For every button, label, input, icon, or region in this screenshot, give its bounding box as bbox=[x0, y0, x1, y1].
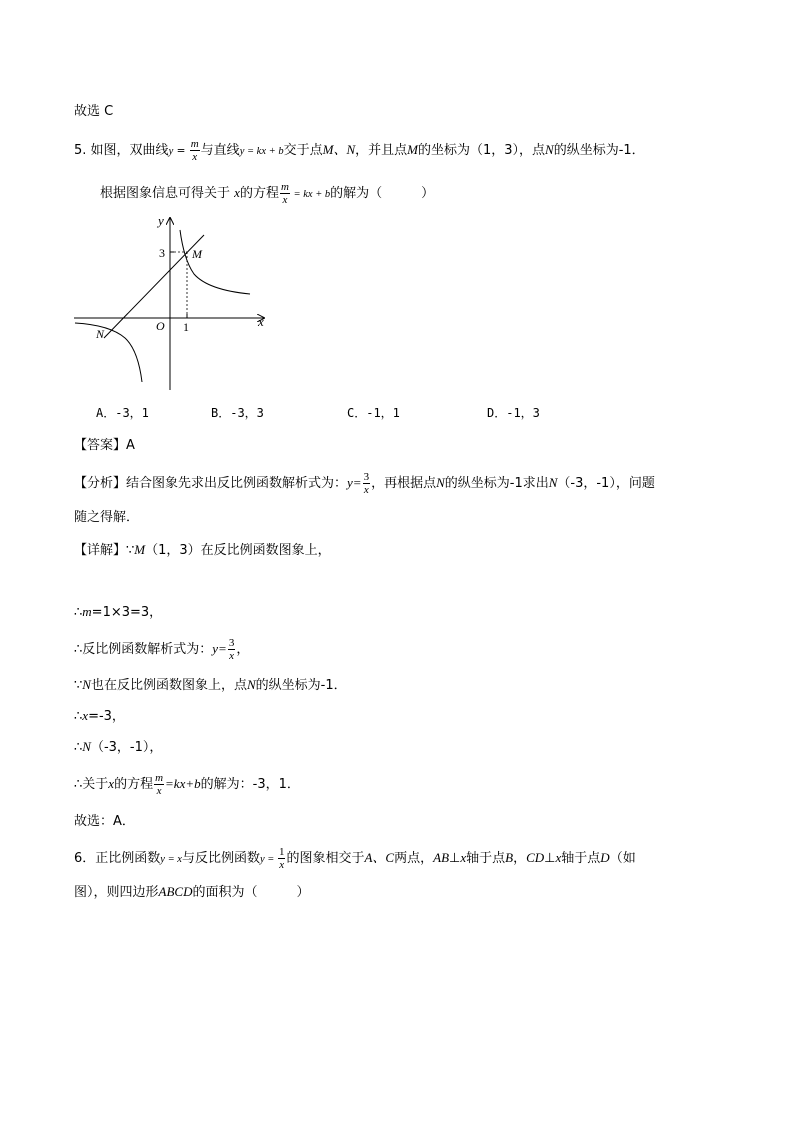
point-label: D bbox=[600, 850, 610, 865]
question-number: 6． bbox=[74, 851, 96, 866]
point-label: B bbox=[505, 850, 514, 865]
detail-text: =1×3=3， bbox=[91, 605, 163, 620]
segment-label: CD bbox=[526, 850, 545, 865]
detail-text: =-3， bbox=[88, 709, 125, 724]
variable-x: x bbox=[460, 850, 467, 865]
quadrilateral-label: ABCD bbox=[158, 884, 193, 899]
line-equation: y = kx + b bbox=[239, 146, 284, 157]
fraction-m-over-x bbox=[280, 181, 290, 206]
analysis-label: 【分析】 bbox=[74, 476, 127, 491]
answer-value: A bbox=[126, 438, 135, 453]
variable-m: m bbox=[82, 604, 92, 619]
detail-text: ∴反比例函数解析式为： bbox=[74, 642, 213, 657]
fraction-m-over-x bbox=[190, 138, 200, 163]
equation-rhs: = kx + b bbox=[290, 189, 331, 200]
because-symbol: ∵ bbox=[74, 678, 83, 693]
detail-text: （-3，-1）， bbox=[90, 740, 163, 755]
analysis-text: （-3，-1），问题 bbox=[557, 476, 655, 491]
analysis-text: 随之得解． bbox=[74, 510, 140, 525]
q5-text: 交于点 bbox=[283, 143, 323, 158]
detail-line-1 bbox=[74, 540, 331, 561]
analysis-text: ，再根据点 bbox=[371, 476, 437, 491]
point-label: M bbox=[407, 142, 418, 157]
q6-text: 图），则四边形 bbox=[74, 885, 159, 900]
q6-text: 的面积为（ ） bbox=[192, 885, 310, 900]
q6-text: ， bbox=[513, 851, 527, 866]
point-label: N bbox=[545, 142, 554, 157]
variable-x: x bbox=[234, 185, 240, 200]
points-label: A、C bbox=[364, 850, 395, 865]
detail-line-3 bbox=[74, 637, 249, 662]
fraction-denominator: x bbox=[282, 194, 288, 206]
answer-label: 【答案】 bbox=[74, 438, 127, 453]
fraction-numerator: m bbox=[280, 181, 289, 193]
option-b: B．-3，3 bbox=[211, 406, 264, 420]
fraction-m-over-x bbox=[154, 772, 164, 797]
origin-label: O bbox=[156, 319, 165, 333]
perpendicular-symbol: ⊥ bbox=[449, 851, 461, 866]
point-label-M: M bbox=[192, 247, 202, 261]
q6-text: 与反比例函数 bbox=[181, 851, 260, 866]
q5-text: 的坐标为（1，3），点 bbox=[417, 143, 546, 158]
fraction-denominator: x bbox=[279, 859, 285, 871]
variable-x: x bbox=[555, 850, 562, 865]
equation: y = x bbox=[160, 854, 182, 865]
q6-text: 两点， bbox=[394, 851, 434, 866]
point-label: N bbox=[82, 677, 91, 692]
fraction-numerator: m bbox=[190, 138, 199, 150]
axis-label-y: y bbox=[158, 213, 164, 228]
equation: y = bbox=[259, 854, 277, 865]
detail-line-6 bbox=[74, 737, 162, 758]
detail-text: ， bbox=[236, 642, 250, 657]
detail-text: 的解为：-3，1． bbox=[200, 777, 300, 792]
fraction-numerator: 3 bbox=[228, 637, 235, 649]
eq-sign: = bbox=[173, 145, 189, 157]
detail-text: （1，3）在反比例函数图象上， bbox=[145, 543, 331, 558]
eq-var-y: y bbox=[168, 146, 174, 157]
q5-text: ，并且点 bbox=[355, 143, 408, 158]
question-5-line-2 bbox=[100, 181, 434, 206]
q5-text: 的方程 bbox=[239, 186, 279, 201]
q6-text: 轴于点 bbox=[466, 851, 506, 866]
point-label: N bbox=[436, 475, 445, 490]
fraction-numerator: 3 bbox=[363, 471, 370, 483]
question-number: 5. bbox=[74, 143, 87, 158]
fraction-denominator: x bbox=[229, 650, 235, 662]
previous-answer-line bbox=[74, 102, 113, 122]
point-label: N bbox=[548, 475, 558, 490]
option-d: D．-1，3 bbox=[487, 406, 540, 420]
detail-line-2 bbox=[74, 602, 162, 623]
q6-text: 正比例函数 bbox=[95, 851, 161, 866]
detail-line-5 bbox=[74, 706, 125, 727]
fraction-1-over-x bbox=[278, 846, 286, 871]
question-6-line-2 bbox=[74, 882, 309, 903]
q6-text: 的图象相交于 bbox=[286, 851, 365, 866]
perpendicular-symbol: ⊥ bbox=[544, 851, 556, 866]
point-label: M bbox=[134, 542, 146, 557]
point-label: N bbox=[82, 739, 91, 754]
analysis-line-2 bbox=[74, 508, 139, 528]
detail-text: 的纵坐标为-1． bbox=[255, 678, 347, 693]
detail-line-7 bbox=[74, 772, 300, 797]
question-5-line-1 bbox=[74, 138, 645, 163]
fraction-denominator: x bbox=[192, 151, 198, 163]
hyperbola-branch-lower bbox=[75, 323, 142, 382]
variable-x: x bbox=[82, 708, 89, 723]
q5-text: 的解为（ ） bbox=[330, 186, 435, 201]
question-6-line-1 bbox=[74, 846, 636, 871]
previous-answer-text: 故选 C bbox=[74, 104, 114, 119]
detail-text: 也在反比例函数图象上，点 bbox=[90, 678, 247, 693]
q5-text: 的纵坐标为-1． bbox=[553, 143, 645, 158]
fraction-3-over-x bbox=[363, 471, 371, 496]
hyperbola-branch-upper bbox=[180, 230, 250, 294]
q5-text: 如图，双曲线 bbox=[90, 143, 169, 158]
detail-text: 的方程 bbox=[114, 777, 154, 792]
detail-text: 故选：A． bbox=[74, 814, 135, 829]
detail-line-8 bbox=[74, 812, 135, 832]
analysis-text: 结合图象先求出反比例函数解析式为： bbox=[126, 476, 348, 491]
therefore-symbol: ∴ bbox=[74, 709, 83, 724]
therefore-symbol: ∴ bbox=[74, 605, 83, 620]
option-a: A．-3，1 bbox=[96, 406, 149, 420]
tick-label-1: 1 bbox=[183, 320, 189, 334]
equation: =kx+b bbox=[165, 776, 201, 791]
analysis-line-1 bbox=[74, 471, 655, 496]
fraction-numerator: m bbox=[155, 772, 164, 784]
answer-line bbox=[74, 436, 135, 456]
q6-text: 轴于点 bbox=[561, 851, 601, 866]
equation: y= bbox=[347, 475, 362, 490]
q6-text: （如 bbox=[609, 851, 636, 866]
analysis-text: 的纵坐标为-1求出 bbox=[444, 476, 549, 491]
fraction-3-over-x bbox=[228, 637, 236, 662]
tick-label-3: 3 bbox=[159, 246, 165, 260]
points-label: M、N bbox=[322, 142, 356, 157]
option-c: C．-1，1 bbox=[347, 406, 400, 420]
q5-text: 根据图象信息可得关于 bbox=[100, 186, 231, 201]
point-label: N bbox=[246, 677, 256, 692]
detail-label: 【详解】 bbox=[74, 543, 127, 558]
point-label-N: N bbox=[96, 327, 105, 341]
segment-label: AB bbox=[433, 850, 450, 865]
fraction-denominator: x bbox=[363, 484, 369, 496]
fraction-denominator: x bbox=[156, 785, 162, 797]
straight-line bbox=[104, 235, 204, 338]
therefore-symbol: ∴ bbox=[74, 740, 83, 755]
axis-label-x: x bbox=[258, 314, 264, 329]
equation: y= bbox=[212, 641, 227, 656]
q5-text: 与直线 bbox=[200, 143, 240, 158]
detail-text: ∴关于 bbox=[74, 777, 109, 792]
function-graph bbox=[70, 210, 270, 395]
because-symbol: ∵ bbox=[126, 543, 135, 558]
fraction-numerator: 1 bbox=[278, 846, 285, 858]
detail-line-4 bbox=[74, 675, 347, 696]
variable-x: x bbox=[108, 776, 115, 791]
